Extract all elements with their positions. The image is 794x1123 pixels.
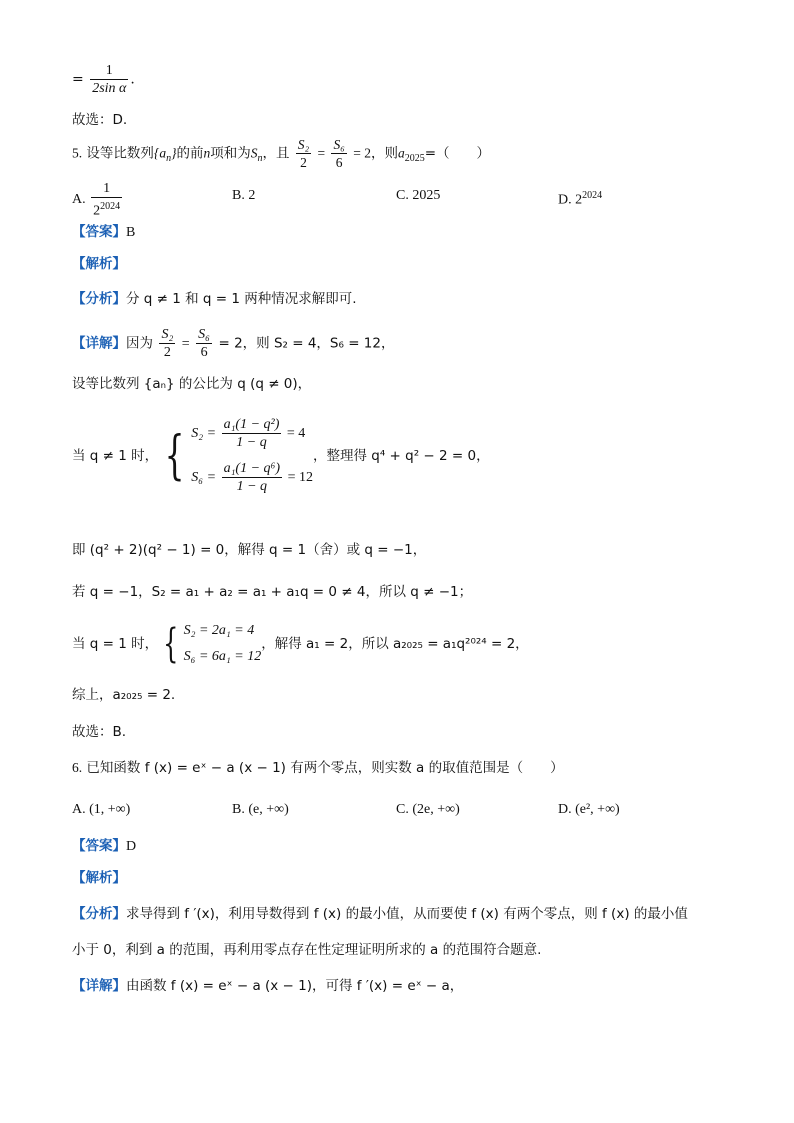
option-d: D. $2^{2024}$ xyxy=(558,190,603,208)
question-5-stem: 5. 设等比数列$\{a_n\}$的前n项和为$S_n$，且 $\frac{\text{S₂}}{2}$ = $\frac{\text{S₆}}{6}$ = 2，则$a_{2025}=$（ ） xyxy=(72,137,491,170)
option-d: D. (e², +∞) xyxy=(558,802,620,817)
option-a: A. $\frac{1}{2^{2024}}$ xyxy=(72,181,121,219)
fraction: $\frac{1}{2^{2024}}$ xyxy=(93,181,121,219)
answer-line: 【答案】D xyxy=(72,838,137,854)
option-b: B. 2 xyxy=(232,188,256,203)
equals-sign: = xyxy=(72,71,84,88)
analysis-heading: 【解析】 xyxy=(72,256,126,272)
xiangjie-line-4: 即 (q² + 2)(q² − 1) = 0，解得 q = 1（舍）或 q = −1， xyxy=(72,542,427,558)
xiangjie-line-7: 综上，a₂₀₂₅ = 2. xyxy=(72,687,176,703)
option-c: C. 2025 xyxy=(396,188,441,203)
brace-icon: { xyxy=(164,426,185,486)
fraction: $\frac{\text{S₆}}{6}$ xyxy=(198,327,211,360)
fraction: $\frac{1}{\text{2sin α}}$ xyxy=(92,63,127,96)
analysis-heading: 【解析】 xyxy=(72,870,126,886)
xiangjie-line: 【详解】由函数 f (x) = eˣ − a (x − 1)，可得 f ′(x) = eˣ − a， xyxy=(72,978,464,994)
option-b: B. (e, +∞) xyxy=(232,802,289,817)
xiangjie-line-1: 【详解】因为 $\frac{\text{S₂}}{2}$ = $\frac{\text{S₆}}{6}$ = 2，则 S₂ = 4，S₆ = 12， xyxy=(72,327,395,360)
fenxi-line-1: 【分析】求导得到 f ′(x)，利用导数得到 f (x) 的最小值，从而要使 f (x) 有两个零点，则 f (x) 的最小值 xyxy=(72,906,688,922)
system-q-ne-1: 当 q ≠ 1 时， { S₂ = $\frac{\text{a₁(1 − q²)}}{1 - q}$ = 4 S₆ = $\frac{\text{a₁(1 − q⁶)}}{1 - q}$ = 12 ，整理得 q⁴ + q² − 2 = 0， xyxy=(72,417,490,495)
fraction: $\frac{\text{S₆}}{6}$ xyxy=(333,137,345,170)
fraction: $\frac{\text{a₁(1 − q⁶)}}{1 - q}$ xyxy=(223,461,281,495)
xiangjie-line-2: 设等比数列 {aₙ} 的公比为 q (q ≠ 0)， xyxy=(72,376,312,392)
system-q-eq-1: 当 q = 1 时， { S₂ = 2a₁ = 4 S₆ = 6a₁ = 12 ，解得 a₁ = 2，所以 a₂₀₂₅ = a₁q²⁰²⁴ = 2， xyxy=(72,621,529,667)
fraction: $\frac{\text{a₁(1 − q²)}}{1 - q}$ xyxy=(223,417,280,451)
fraction: $\frac{\text{S₂}}{2}$ xyxy=(161,327,174,360)
option-c: C. (2e, +∞) xyxy=(396,802,460,817)
option-a: A. (1, +∞) xyxy=(72,802,131,817)
q5-final: 故选：B. xyxy=(72,724,127,740)
fenxi-line-2: 小于 0，利到 a 的范围，再利用零点存在性定理证明所求的 a 的范围符合题意. xyxy=(72,942,542,958)
xiangjie-line-5: 若 q = −1，S₂ = a₁ + a₂ = a₁ + a₁q = 0 ≠ 4，所以 q ≠ −1； xyxy=(72,584,473,600)
answer-line: 【答案】B xyxy=(72,224,136,240)
prev-solution-end: = $\frac{1}{\text{2sin α}}$ . xyxy=(72,63,135,96)
fenxi-line: 【分析】分 q ≠ 1 和 q = 1 两种情况求解即可. xyxy=(72,291,357,307)
prev-answer: 故选：D. xyxy=(72,112,128,128)
brace-icon: { xyxy=(163,621,179,667)
question-6-stem: 6. 已知函数 f (x) = eˣ − a (x − 1) 有两个零点，则实数 a 的取值范围是（ ） xyxy=(72,760,564,776)
fraction: $\frac{\text{S₂}}{2}$ xyxy=(297,137,310,170)
